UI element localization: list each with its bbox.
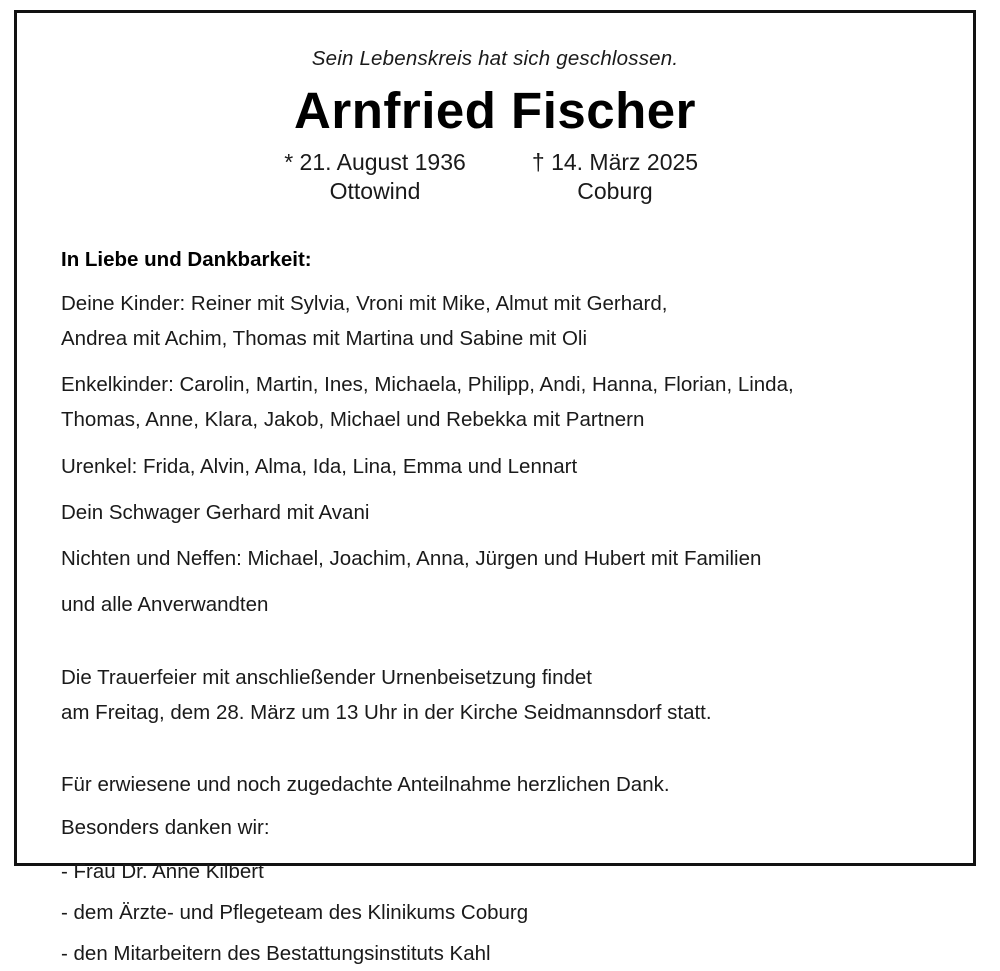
family-line: Andrea mit Achim, Thomas mit Martina und Sabine mit Oli [61, 326, 587, 350]
family-group [61, 495, 929, 530]
obituary-notice [14, 10, 976, 966]
family-group [61, 587, 929, 622]
family-line: Thomas, Anne, Klara, Jakob, Michael und Rebekka mit Partnern [61, 408, 645, 432]
family-group [61, 286, 929, 357]
thanks-item: - Frau Dr. Anne Kilbert [61, 859, 264, 883]
thanks-subheading: Besonders danken wir: [61, 816, 270, 840]
family-line: Nichten und Neffen: Michael, Joachim, Anna, Jürgen und Hubert mit Familien [61, 547, 762, 571]
thanks-item: - den Mitarbeitern des Bestattungsinstituts Kahl [61, 942, 491, 966]
family-line: Deine Kinder: Reiner mit Sylvia, Vroni mit Mike, Almut mit Gerhard, [61, 291, 668, 315]
birth-place: Ottowind [329, 177, 421, 204]
deceased-name: Arnfried Fischer [294, 82, 696, 139]
birth-date: * 21. August 1936 [284, 149, 466, 176]
family-group [61, 449, 929, 484]
section-spacer [61, 634, 929, 660]
epitaph-text: Sein Lebenskreis hat sich geschlossen. [311, 47, 679, 70]
ceremony-line: Die Trauerfeier mit anschließender Urnenbeisetzung findet [61, 665, 592, 689]
family-line: und alle Anverwandten [61, 593, 269, 617]
thanks-list [61, 854, 929, 971]
ceremony-line: am Freitag, dem 28. März um 13 Uhr in der Kirche Seidmannsdorf statt. [61, 700, 712, 724]
thanks-intro: Für erwiesene und noch zugedachte Anteilnahme herzlichen Dank. [61, 773, 670, 797]
death-place: Coburg [577, 177, 653, 204]
family-line: Dein Schwager Gerhard mit Avani [61, 500, 370, 524]
family-line: Urenkel: Frida, Alvin, Alma, Ida, Lina, Emma und Lennart [61, 454, 578, 478]
obituary-body [61, 248, 929, 971]
death-date: † 14. März 2025 [531, 149, 699, 176]
section-spacer [61, 741, 929, 767]
life-dates [61, 148, 929, 206]
ceremony-info [61, 660, 929, 731]
birth-info [255, 148, 495, 206]
family-line: Enkelkinder: Carolin, Martin, Ines, Michaela, Philipp, Andi, Hanna, Florian, Linda, [61, 373, 794, 397]
family-group [61, 541, 929, 576]
family-group [61, 367, 929, 438]
dedication-heading: In Liebe und Dankbarkeit: [61, 247, 312, 271]
death-info [495, 148, 735, 206]
obituary-content [17, 13, 973, 966]
thanks-item: - dem Ärzte- und Pflegeteam des Klinikums Coburg [61, 900, 529, 924]
